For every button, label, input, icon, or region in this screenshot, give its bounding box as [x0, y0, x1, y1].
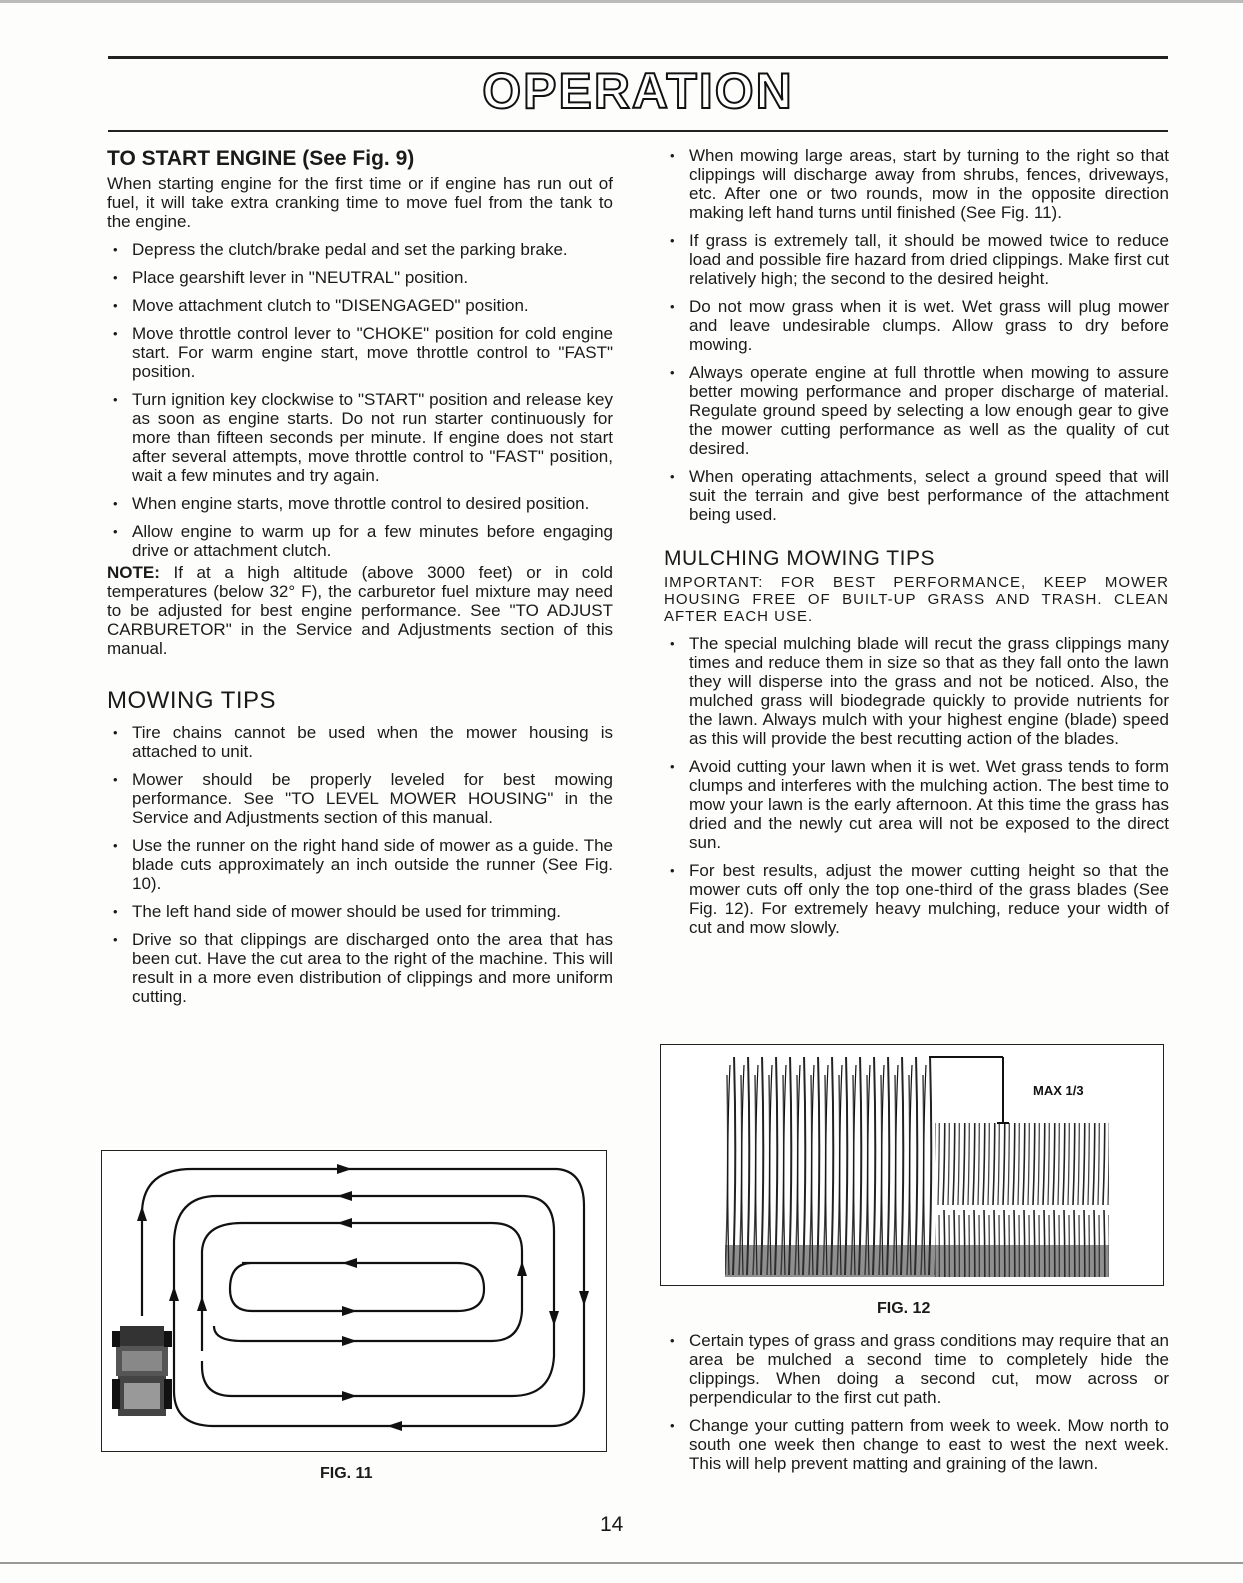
note-paragraph	[107, 563, 613, 658]
grass-illustration-svg	[661, 1045, 1163, 1285]
mowing-tips-list	[107, 723, 613, 1006]
top-edge-line	[0, 0, 1243, 3]
list-item: • Do not mow grass when it is wet. Wet grass will plug mower and leave undesirable clumps. Allow grass to dry before mowing.	[664, 297, 1169, 354]
mulching-tips-heading: MULCHING MOWING TIPS	[664, 547, 935, 570]
list-item: • Move throttle control lever to "CHOKE" position for cold engine start. For warm engine start, move throttle control to "FAST" position.	[107, 324, 613, 381]
list-item: • For best results, adjust the mower cutting height so that the mower cuts off only the top one-third of the grass blades (See Fig. 12). For extremely heavy mulching, reduce your width of cut and mow slowly.	[664, 861, 1169, 937]
page-number: 14	[600, 1513, 624, 1536]
list-item: • When operating attachments, select a ground speed that will suit the terrain and give best performance of the attachment being used.	[664, 467, 1169, 524]
start-engine-intro: When starting engine for the first time or if engine has run out of fuel, it will take extra cranking time to move fuel from the tank to the engine.	[107, 174, 613, 231]
mowing-pattern-svg	[102, 1151, 606, 1451]
header-rule-top	[108, 56, 1168, 59]
list-item: • The special mulching blade will recut the grass clippings many times and reduce them in size so that as they fall onto the lawn they will disperse into the grass and not be noticed. Also, the mulched grass will biodegrade quickly to provide nutrients for the lawn. Always mulch with your highest engine (blade) speed as this will provide the best recutting action of the blades.	[664, 634, 1169, 748]
list-item: • Turn ignition key clockwise to "START" position and release key as soon as engine starts. Do not run starter continuously for more than fifteen seconds per minute. If engine does not start after several attempts, move throttle control to "FAST" position, wait a few minutes and try again.	[107, 390, 613, 485]
fig11-caption: FIG. 11	[320, 1465, 373, 1482]
list-item: • Use the runner on the right hand side of mower as a guide. The blade cuts approximately an inch outside the runner (See Fig. 10).	[107, 836, 613, 893]
start-engine-list	[107, 240, 613, 560]
note-label: NOTE:	[107, 563, 160, 582]
right-column	[664, 146, 1169, 937]
list-item: • Place gearshift lever in "NEUTRAL" position.	[107, 268, 613, 287]
list-item: • The left hand side of mower should be used for trimming.	[107, 902, 613, 921]
fig12-grass-height-diagram	[660, 1044, 1164, 1286]
mulching-tips-list-continued	[664, 1331, 1169, 1473]
max-height-bracket	[929, 1057, 1009, 1123]
start-engine-heading: TO START ENGINE (See Fig. 9)	[107, 147, 415, 170]
list-item: • Move attachment clutch to "DISENGAGED" position.	[107, 296, 613, 315]
left-column	[107, 146, 613, 1006]
list-item: • Drive so that clippings are discharged onto the area that has been cut. Have the cut area to the right of the machine. This will result in a more even distribution of clippings and more uniform cutting.	[107, 930, 613, 1006]
bottom-edge-line	[0, 1562, 1243, 1564]
header-rule-bottom	[108, 130, 1168, 132]
list-item: • Avoid cutting your lawn when it is wet. Wet grass tends to form clumps and interferes with the mulching action. The best time to mow your lawn is the early afternoon. At this time the grass has dried and the newly cut area will not be exposed to the direct sun.	[664, 757, 1169, 852]
list-item: • Always operate engine at full throttle when mowing to assure better mowing performance and proper discharge of material. Regulate ground speed by selecting a low enough gear to give the mower cutting performance as well as the quality of cut desired.	[664, 363, 1169, 458]
fig11-mowing-pattern-diagram	[101, 1150, 607, 1452]
list-item: • If grass is extremely tall, it should be mowed twice to reduce load and possible fire hazard from dried clippings. Make first cut relatively high; the second to the desired height.	[664, 231, 1169, 288]
list-item: • Certain types of grass and grass conditions may require that an area be mulched a second time to completely hide the clippings. When doing a second cut, mow across or perpendicular to the first cut path.	[664, 1331, 1169, 1407]
page-title: OPERATION	[482, 63, 794, 119]
list-item: • Tire chains cannot be used when the mower housing is attached to unit.	[107, 723, 613, 761]
list-item: • Allow engine to warm up for a few minutes before engaging drive or attachment clutch.	[107, 522, 613, 560]
list-item: • Depress the clutch/brake pedal and set the parking brake.	[107, 240, 613, 259]
right-column-bottom	[664, 1322, 1169, 1473]
important-notice: IMPORTANT: FOR BEST PERFORMANCE, KEEP MOWER HOUSING FREE OF BUILT-UP GRASS AND TRASH. CLEAN AFTER EACH USE.	[664, 574, 1169, 625]
max-label: MAX 1/3	[1033, 1083, 1084, 1098]
list-item: • When mowing large areas, start by turning to the right so that clippings will discharge away from shrubs, fences, driveways, etc. After one or two rounds, mow in the opposite direction making left hand turns until finished (See Fig. 11).	[664, 146, 1169, 222]
mowing-tips-heading: MOWING TIPS	[107, 687, 277, 714]
list-item: • When engine starts, move throttle control to desired position.	[107, 494, 613, 513]
note-text: If at a high altitude (above 3000 feet) or in cold temperatures (below 32° F), the carburetor fuel mixture may need to be adjusted for best engine performance. See "TO ADJUST CARBURETOR" in the Service and Adjustments section of this manual.	[107, 563, 613, 658]
mowing-tips-list-continued	[664, 146, 1169, 524]
list-item: • Change your cutting pattern from week to week. Mow north to south one week then change to east to west the next week. This will help prevent matting and graining of the lawn.	[664, 1416, 1169, 1473]
tall-grass	[725, 1057, 935, 1277]
list-item: • Mower should be properly leveled for best mowing performance. See "TO LEVEL MOWER HOUSING" in the Service and Adjustments section of this manual.	[107, 770, 613, 827]
tractor-icon	[112, 1326, 172, 1416]
fig12-caption: FIG. 12	[877, 1300, 931, 1317]
mulching-tips-list	[664, 634, 1169, 937]
